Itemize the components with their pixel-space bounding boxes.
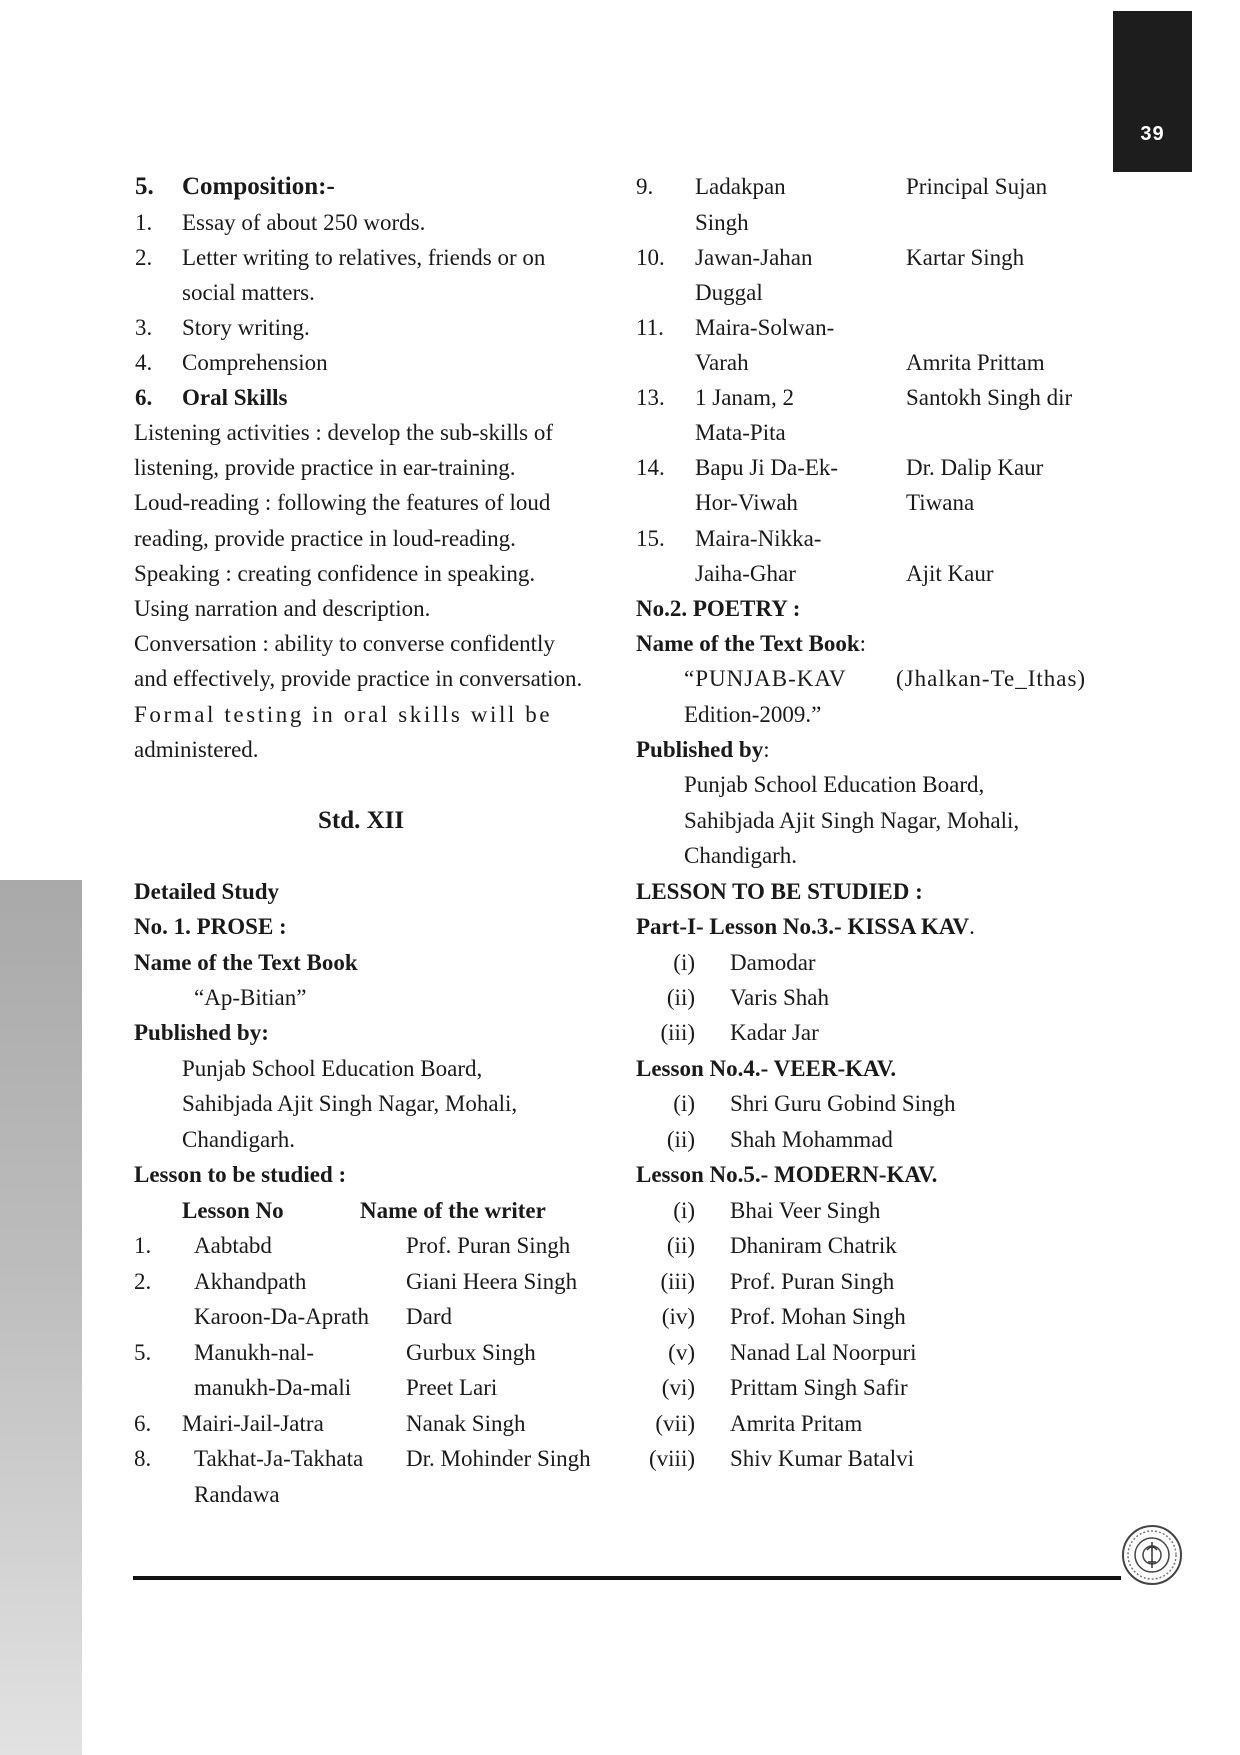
std-heading: Std. XII bbox=[318, 807, 405, 834]
list-number: (iii) bbox=[660, 1020, 695, 1045]
lesson-title: Akhandpath bbox=[194, 1269, 307, 1294]
paragraph-line: reading, provide practice in loud-reading. bbox=[134, 526, 516, 551]
text-book-label-line: Name of the Text Book: bbox=[636, 631, 867, 656]
list-number: (i) bbox=[673, 950, 695, 975]
poet-name: Dhaniram Chatrik bbox=[730, 1233, 897, 1258]
lesson-writer: Santokh Singh dir bbox=[906, 385, 1073, 410]
lesson-title: Bapu Ji Da-Ek- bbox=[695, 455, 839, 480]
lesson-title: Varah bbox=[695, 350, 749, 375]
publisher-line: Sahibjada Ajit Singh Nagar, Mohali, bbox=[684, 808, 1020, 833]
text-book-title: “Ap-Bitian” bbox=[194, 985, 307, 1010]
poet-name: Prof. Mohan Singh bbox=[730, 1304, 906, 1329]
lesson-number: 15. bbox=[636, 526, 665, 551]
lesson-title: Maira-Nikka- bbox=[695, 526, 822, 551]
lesson-heading: LESSON TO BE STUDIED : bbox=[636, 879, 923, 904]
text-book-label: Name of the Text Book bbox=[636, 631, 860, 656]
lesson-heading: Lesson to be studied : bbox=[134, 1162, 347, 1187]
poet-name: Bhai Veer Singh bbox=[730, 1198, 881, 1223]
lesson-title: Singh bbox=[695, 210, 749, 235]
prose-heading: No. 1. PROSE : bbox=[134, 914, 287, 939]
poet-name: Kadar Jar bbox=[730, 1020, 819, 1045]
poet-name: Prittam Singh Safir bbox=[730, 1375, 908, 1400]
lesson-writer: Prof. Puran Singh bbox=[406, 1233, 571, 1258]
poet-name: Shri Guru Gobind Singh bbox=[730, 1091, 956, 1116]
paragraph-line: Conversation : ability to converse confidently bbox=[134, 631, 555, 656]
lesson-writer: Principal Sujan bbox=[906, 174, 1048, 199]
list-number: 2. bbox=[135, 245, 153, 270]
text-book-label: Name of the Text Book bbox=[134, 950, 358, 975]
list-item-line: Letter writing to relatives, friends or on bbox=[182, 245, 546, 270]
modern-kav-heading: Lesson No.5.- MODERN-KAV. bbox=[636, 1162, 938, 1187]
lesson-title: Takhat-Ja-Takhata bbox=[194, 1446, 364, 1471]
paragraph-line: Speaking : creating confidence in speaking. bbox=[134, 561, 536, 586]
lesson-title: manukh-Da-mali bbox=[194, 1375, 352, 1400]
text-book-title: “PUNJAB-KAV bbox=[684, 666, 847, 691]
lesson-writer: Dr. Dalip Kaur bbox=[906, 455, 1044, 480]
lesson-number: 1. bbox=[134, 1233, 152, 1258]
lesson-title: Duggal bbox=[695, 280, 763, 305]
lesson-number: 13. bbox=[636, 385, 665, 410]
list-number: 1. bbox=[135, 210, 153, 235]
footer-rule bbox=[133, 1576, 1121, 1580]
paragraph-line: and effectively, provide practice in conversation. bbox=[134, 666, 583, 691]
list-number: (v) bbox=[668, 1340, 695, 1365]
list-item: Essay of about 250 words. bbox=[182, 210, 426, 235]
composition-heading: Composition:- bbox=[182, 173, 335, 200]
paragraph-line: administered. bbox=[134, 737, 259, 762]
lesson-writer: Tiwana bbox=[906, 490, 975, 515]
lesson-number: 8. bbox=[134, 1446, 152, 1471]
lesson-title: Randawa bbox=[194, 1482, 280, 1507]
list-number: (viii) bbox=[649, 1446, 695, 1471]
publisher-line: Punjab School Education Board, bbox=[182, 1056, 483, 1081]
poet-name: Shah Mohammad bbox=[730, 1127, 893, 1152]
published-by-label: Published by: bbox=[134, 1020, 269, 1045]
lesson-writer: Dr. Mohinder Singh bbox=[406, 1446, 591, 1471]
list-number: (iv) bbox=[661, 1304, 695, 1329]
lesson-writer: Gurbux Singh bbox=[406, 1340, 536, 1365]
lesson-title: Aabtabd bbox=[194, 1233, 272, 1258]
poet-name: Prof. Puran Singh bbox=[730, 1269, 895, 1294]
part1-heading: Part-I- Lesson No.3.- KISSA KAV bbox=[636, 914, 970, 939]
lesson-title: Karoon-Da-Aprath bbox=[194, 1304, 369, 1329]
paragraph-line: Listening activities : develop the sub-skills of bbox=[134, 420, 554, 445]
lesson-number: 5. bbox=[134, 1340, 152, 1365]
list-number: (vi) bbox=[661, 1375, 695, 1400]
list-number: 3. bbox=[135, 315, 153, 340]
lesson-writer: Dard bbox=[406, 1304, 452, 1329]
list-number: (i) bbox=[673, 1091, 695, 1116]
lesson-title: 1 Janam, 2 bbox=[695, 385, 795, 410]
lesson-title: Jawan-Jahan bbox=[695, 245, 813, 270]
paragraph-line: Loud-reading : following the features of loud bbox=[134, 490, 551, 515]
side-margin-bar bbox=[0, 880, 82, 1755]
lesson-writer: Ajit Kaur bbox=[906, 561, 994, 586]
lesson-title: Hor-Viwah bbox=[695, 490, 798, 515]
list-number: (i) bbox=[673, 1198, 695, 1223]
lesson-number: 10. bbox=[636, 245, 665, 270]
published-by-line: Published by: bbox=[636, 737, 770, 762]
publisher-line: Chandigarh. bbox=[182, 1127, 296, 1152]
paragraph-line: listening, provide practice in ear-training. bbox=[134, 455, 516, 480]
lesson-title: Maira-Solwan- bbox=[695, 315, 835, 340]
lesson-title: Ladakpan bbox=[695, 174, 786, 199]
publisher-line: Chandigarh. bbox=[684, 843, 798, 868]
part1-heading-line: Part-I- Lesson No.3.- KISSA KAV. bbox=[636, 914, 975, 939]
text-book-subtitle: (Jhalkan-Te_Ithas) bbox=[896, 666, 1087, 691]
lesson-title: Mata-Pita bbox=[695, 420, 786, 445]
poetry-heading: No.2. POETRY : bbox=[636, 596, 801, 621]
page-number-tab bbox=[1113, 11, 1192, 172]
list-number: (ii) bbox=[666, 1233, 695, 1258]
board-seal-icon bbox=[1121, 1524, 1183, 1586]
poet-name: Varis Shah bbox=[730, 985, 830, 1010]
lesson-writer: Nanak Singh bbox=[406, 1411, 526, 1436]
lesson-number: 6. bbox=[134, 1411, 152, 1436]
lesson-title: Manukh-nal- bbox=[194, 1340, 315, 1365]
lesson-title: Jaiha-Ghar bbox=[695, 561, 796, 586]
oral-skills-number: 6. bbox=[135, 385, 153, 410]
poet-name: Shiv Kumar Batalvi bbox=[730, 1446, 914, 1471]
poet-name: Amrita Pritam bbox=[730, 1411, 863, 1436]
composition-number: 5. bbox=[135, 173, 154, 200]
veer-kav-heading: Lesson No.4.- VEER-KAV. bbox=[636, 1056, 897, 1081]
lesson-number: 2. bbox=[134, 1269, 152, 1294]
list-item-line: social matters. bbox=[182, 280, 315, 305]
lesson-writer: Giani Heera Singh bbox=[406, 1269, 578, 1294]
list-number: (ii) bbox=[666, 1127, 695, 1152]
page-number: 39 bbox=[1140, 123, 1165, 145]
lesson-number: 11. bbox=[636, 315, 664, 340]
paragraph-line: Using narration and description. bbox=[134, 596, 431, 621]
list-number: (ii) bbox=[666, 985, 695, 1010]
lesson-writer: Kartar Singh bbox=[906, 245, 1025, 270]
list-number: (vii) bbox=[655, 1411, 695, 1436]
column-header-lesson: Lesson No bbox=[182, 1198, 284, 1223]
oral-skills-heading: Oral Skills bbox=[182, 385, 288, 410]
list-number: 4. bbox=[135, 350, 153, 375]
list-item: Comprehension bbox=[182, 350, 328, 375]
text-book-edition: Edition-2009.” bbox=[684, 702, 822, 727]
detailed-study-heading: Detailed Study bbox=[134, 879, 280, 904]
publisher-line: Sahibjada Ajit Singh Nagar, Mohali, bbox=[182, 1091, 518, 1116]
published-by-label: Published by bbox=[636, 737, 764, 762]
poet-name: Nanad Lal Noorpuri bbox=[730, 1340, 917, 1365]
lesson-title: Mairi-Jail-Jatra bbox=[182, 1411, 324, 1436]
paragraph-line: Formal testing in oral skills will be bbox=[134, 702, 553, 727]
list-item bbox=[182, 243, 609, 273]
lesson-writer: Amrita Prittam bbox=[906, 350, 1045, 375]
lesson-writer: Preet Lari bbox=[406, 1375, 498, 1400]
lesson-number: 9. bbox=[636, 174, 654, 199]
poet-name: Damodar bbox=[730, 950, 816, 975]
list-number: (iii) bbox=[660, 1269, 695, 1294]
publisher-line: Punjab School Education Board, bbox=[684, 772, 985, 797]
lesson-number: 14. bbox=[636, 455, 665, 480]
list-item: Story writing. bbox=[182, 315, 310, 340]
column-header-writer: Name of the writer bbox=[360, 1198, 546, 1223]
